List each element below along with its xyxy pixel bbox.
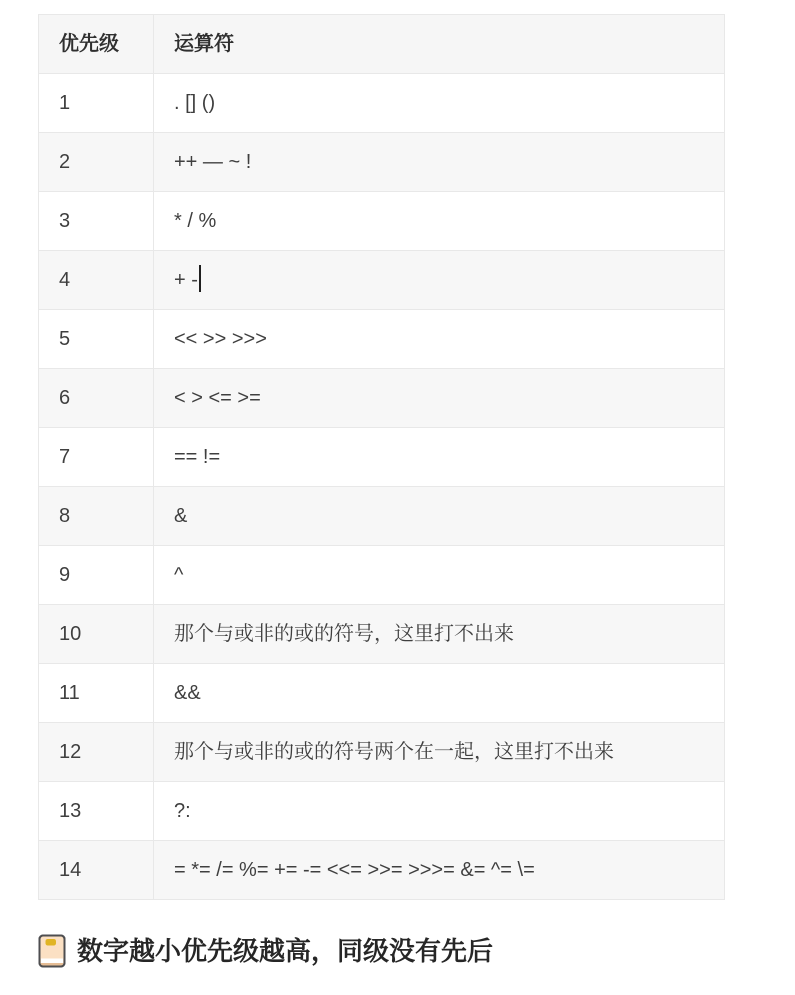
table-row [39, 782, 725, 841]
operators-value: && [174, 682, 201, 704]
operators-cell[interactable] [154, 723, 725, 782]
header-row [39, 15, 725, 74]
notebook-emoji-icon [38, 934, 66, 968]
priority-value: 12 [59, 741, 82, 763]
header-label-priority: 优先级 [59, 33, 119, 55]
priority-cell[interactable] [39, 251, 154, 310]
operators-cell[interactable] [154, 251, 725, 310]
priority-value: 9 [59, 564, 71, 586]
table-row [39, 605, 725, 664]
operators-value: ^ [174, 564, 184, 586]
operators-cell[interactable] [154, 192, 725, 251]
operators-cell[interactable] [154, 310, 725, 369]
priority-value: 8 [59, 505, 71, 527]
operators-value: << >> >>> [174, 328, 267, 350]
note-line[interactable] [38, 933, 795, 969]
table-row [39, 251, 725, 310]
operators-cell[interactable] [154, 133, 725, 192]
priority-cell[interactable] [39, 192, 154, 251]
priority-value: 14 [59, 859, 82, 881]
priority-value: 6 [59, 387, 71, 409]
priority-cell[interactable] [39, 74, 154, 133]
priority-cell[interactable] [39, 605, 154, 664]
operators-cell[interactable] [154, 546, 725, 605]
table-row [39, 133, 725, 192]
priority-value: 4 [59, 269, 71, 291]
priority-cell[interactable] [39, 546, 154, 605]
table-row [39, 664, 725, 723]
priority-value: 10 [59, 623, 82, 645]
operators-cell[interactable] [154, 487, 725, 546]
table-body [39, 74, 725, 900]
table-header [39, 15, 725, 74]
priority-value: 1 [59, 92, 71, 114]
priority-value: 11 [59, 682, 80, 704]
priority-cell[interactable] [39, 664, 154, 723]
priority-cell[interactable] [39, 782, 154, 841]
note-text: 数字越小优先级越高，同级没有先后 [77, 936, 494, 966]
operators-value: 那个与或非的或的符号，这里打不出来 [174, 623, 514, 645]
operators-value: + - [174, 269, 198, 291]
operators-value: = *= /= %= += -= <<= >>= >>>= &= ^= \= [174, 859, 535, 881]
priority-cell[interactable] [39, 310, 154, 369]
operators-cell[interactable] [154, 841, 725, 900]
operators-cell[interactable] [154, 664, 725, 723]
priority-value: 13 [59, 800, 82, 822]
header-label-operators: 运算符 [174, 33, 234, 55]
priority-value: 7 [59, 446, 71, 468]
priority-cell[interactable] [39, 841, 154, 900]
table-row [39, 841, 725, 900]
operators-value: & [174, 505, 188, 527]
operators-value: 那个与或非的或的符号两个在一起，这里打不出来 [174, 741, 614, 763]
operators-cell[interactable] [154, 74, 725, 133]
table-row [39, 428, 725, 487]
table-row [39, 310, 725, 369]
table-row [39, 74, 725, 133]
priority-cell[interactable] [39, 723, 154, 782]
operators-cell[interactable] [154, 782, 725, 841]
operators-value: * / % [174, 210, 217, 232]
table-row [39, 487, 725, 546]
operators-cell[interactable] [154, 369, 725, 428]
text-caret [199, 265, 201, 292]
table-row [39, 723, 725, 782]
header-cell-operators[interactable] [154, 15, 725, 74]
priority-value: 5 [59, 328, 71, 350]
priority-cell[interactable] [39, 487, 154, 546]
priority-cell[interactable] [39, 428, 154, 487]
operators-value: ?: [174, 800, 191, 822]
operators-cell[interactable] [154, 605, 725, 664]
priority-cell[interactable] [39, 369, 154, 428]
operators-value: ++ — ~ ! [174, 151, 252, 173]
table-row [39, 546, 725, 605]
operator-precedence-table [38, 14, 725, 900]
priority-value: 2 [59, 151, 71, 173]
priority-cell[interactable] [39, 133, 154, 192]
operators-value: == != [174, 446, 221, 468]
header-cell-priority[interactable] [39, 15, 154, 74]
table-row [39, 369, 725, 428]
operators-value: . [] () [174, 92, 216, 114]
operators-value: < > <= >= [174, 387, 261, 409]
priority-value: 3 [59, 210, 71, 232]
operators-cell[interactable] [154, 428, 725, 487]
table-row [39, 192, 725, 251]
